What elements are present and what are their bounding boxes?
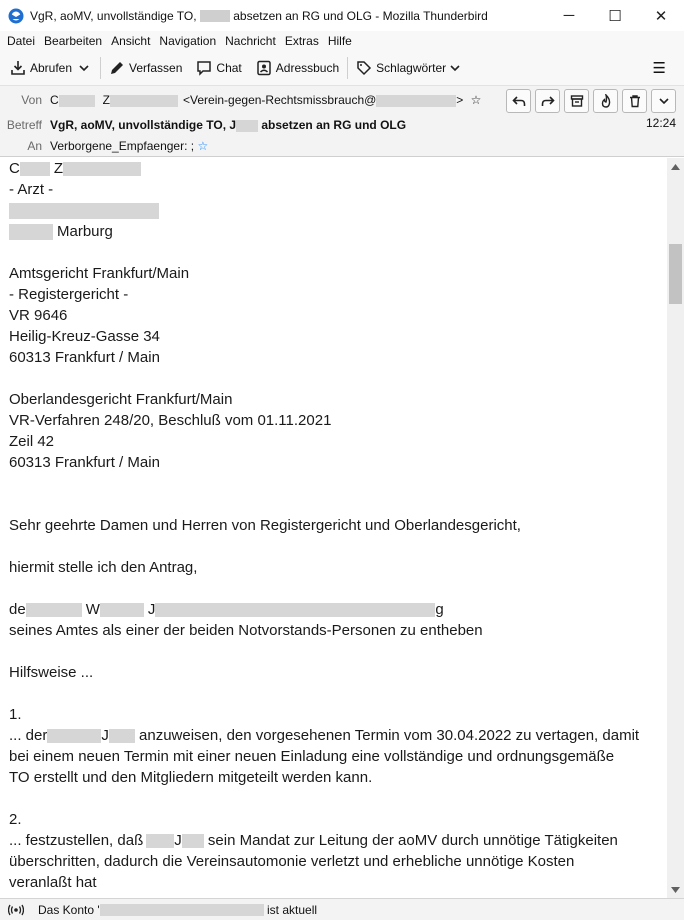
- body-text: J: [101, 727, 109, 744]
- status-text-part-2: ist aktuell: [263, 902, 318, 917]
- menu-nachricht[interactable]: Nachricht: [225, 34, 276, 48]
- redaction: [109, 729, 135, 743]
- from-value[interactable]: [50, 93, 481, 107]
- message-time: 12:24: [645, 116, 676, 130]
- hamburger-icon: ☰: [652, 60, 666, 77]
- to-label: An: [27, 139, 42, 153]
- redaction: [155, 603, 435, 617]
- get-mail-dropdown[interactable]: [76, 55, 96, 81]
- chat-button[interactable]: [192, 55, 245, 81]
- triangle-up-icon: [671, 164, 680, 170]
- archive-icon: [570, 94, 584, 108]
- pencil-icon: [109, 60, 125, 76]
- status-text-part-1: Das Konto ': [38, 902, 100, 917]
- redaction: [100, 603, 144, 617]
- redaction: [236, 120, 258, 132]
- delete-button[interactable]: [622, 89, 647, 113]
- body-text: J: [147, 601, 156, 618]
- body-line: [9, 158, 141, 179]
- write-label: Verfassen: [129, 61, 183, 75]
- body-line: 2.: [9, 811, 22, 828]
- body-line: [9, 221, 113, 242]
- redaction: [376, 95, 456, 107]
- tags-button[interactable]: [352, 55, 469, 81]
- body-text: Marburg: [57, 223, 113, 240]
- from-label: Von: [21, 93, 42, 107]
- write-button[interactable]: [105, 55, 186, 81]
- subject-label: Betreff: [6, 118, 42, 132]
- minimize-icon: ─: [563, 7, 575, 24]
- forward-icon: [541, 94, 555, 108]
- toolbar-separator: [100, 57, 101, 79]
- body-line: Oberlandesgericht Frankfurt/Main: [9, 391, 233, 408]
- subject-value: [50, 118, 406, 132]
- redaction: [100, 904, 264, 916]
- close-window-button[interactable]: [638, 0, 684, 31]
- chevron-down-icon: [449, 62, 461, 74]
- chat-bubble-icon: [196, 60, 212, 76]
- from-row: [0, 89, 481, 111]
- maximize-icon: ☐: [608, 7, 622, 25]
- address-book-icon: [256, 60, 272, 76]
- tag-icon: [356, 60, 372, 76]
- address-book-label: Adressbuch: [275, 61, 340, 75]
- body-line: Hilfsweise ...: [9, 664, 94, 681]
- body-text: J: [174, 832, 182, 849]
- status-text: [38, 903, 317, 917]
- scroll-thumb[interactable]: [669, 244, 682, 304]
- redaction: [9, 224, 53, 240]
- to-recipients: Verborgene_Empfaenger: ;: [50, 139, 195, 153]
- body-line: 60313 Frankfurt / Main: [9, 454, 160, 471]
- body-line: bei einem neuen Termin mit einer neuen Einladung eine vollständige und ordnungsgemäße: [9, 748, 615, 765]
- get-mail-button[interactable]: [6, 55, 76, 81]
- subject-part-2: absetzen an RG und OLG: [258, 118, 407, 132]
- scroll-down-arrow[interactable]: [667, 881, 684, 898]
- menu-hilfe[interactable]: Hilfe: [327, 34, 352, 48]
- body-text: ... der: [9, 727, 48, 744]
- redaction: [26, 603, 82, 617]
- body-text: Z: [53, 160, 64, 177]
- from-surname-initial: Z: [102, 93, 111, 107]
- chevron-down-icon: [658, 95, 670, 107]
- menu-bar: [0, 31, 684, 51]
- body-text: g: [435, 601, 444, 618]
- to-row: [0, 135, 208, 157]
- to-value[interactable]: [50, 139, 208, 153]
- body-line: Heilig-Kreuz-Gasse 34: [9, 328, 160, 345]
- body-line: - Arzt -: [9, 181, 54, 198]
- subject-row: [0, 114, 406, 136]
- window-title-part-1: VgR, aoMV, unvollständige TO,: [30, 8, 200, 23]
- body-line: TO erstellt und den Mitgliedern mitgeteilt werden kann.: [9, 769, 373, 786]
- redaction: [182, 834, 204, 848]
- body-line: Zeil 42: [9, 433, 55, 450]
- more-actions-button[interactable]: [651, 89, 676, 113]
- message-scrollbar[interactable]: [667, 158, 684, 898]
- menu-datei[interactable]: Datei: [7, 34, 36, 48]
- body-line: VR 9646: [9, 307, 68, 324]
- thunderbird-app-icon: [8, 8, 24, 24]
- scroll-up-arrow[interactable]: [667, 158, 684, 175]
- body-line: [9, 830, 618, 851]
- body-text: W: [85, 601, 100, 618]
- reply-button[interactable]: [506, 89, 531, 113]
- maximize-button[interactable]: [592, 0, 638, 31]
- body-text: C: [9, 160, 20, 177]
- redaction: [20, 162, 50, 176]
- redaction: [146, 834, 174, 848]
- message-actions: [502, 89, 676, 113]
- body-text: anzuweisen, den vorgesehenen Termin vom 30.04.2022 zu vertagen, damit: [134, 727, 640, 744]
- body-text: ... festzustellen, daß: [9, 832, 144, 849]
- body-line: 60313 Frankfurt / Main: [9, 349, 160, 366]
- window-title-part-2: absetzen an RG und OLG - Mozilla Thunderbird: [229, 8, 488, 23]
- chevron-down-icon: [78, 62, 90, 74]
- app-menu-button[interactable]: [649, 55, 670, 81]
- message-header: [0, 86, 684, 157]
- broadcast-icon: [8, 904, 24, 916]
- window-title: [30, 9, 488, 23]
- from-name-initial: C: [50, 93, 59, 107]
- body-line: - Registergericht -: [9, 286, 129, 303]
- menu-extras[interactable]: Extras: [284, 34, 319, 48]
- junk-button[interactable]: [593, 89, 618, 113]
- body-line: hiermit stelle ich den Antrag,: [9, 559, 198, 576]
- redaction: [110, 95, 178, 107]
- toolbar-separator: [347, 57, 348, 79]
- minimize-button[interactable]: [546, 0, 592, 31]
- body-line: [9, 200, 159, 221]
- body-line: Amtsgericht Frankfurt/Main: [9, 265, 190, 282]
- reply-icon: [512, 94, 526, 108]
- trash-icon: [628, 94, 642, 108]
- forward-button[interactable]: [535, 89, 560, 113]
- subject-part-1: VgR, aoMV, unvollständige TO, J: [50, 118, 237, 132]
- online-status-icon[interactable]: [8, 904, 24, 916]
- body-line: überschritten, dadurch die Vereinsautomonie verletzt und erhebliche unnötige Kosten: [9, 853, 575, 870]
- body-line: seines Amtes als einer der beiden Notvorstands-Personen zu entheben: [9, 622, 483, 639]
- status-bar: [0, 898, 684, 920]
- triangle-down-icon: [671, 887, 680, 893]
- tags-label: Schlagwörter: [376, 61, 447, 75]
- body-line: [9, 725, 639, 746]
- redaction: [9, 203, 159, 219]
- redaction: [200, 10, 230, 22]
- menu-bearbeiten[interactable]: Bearbeiten: [44, 34, 103, 48]
- address-book-button[interactable]: [252, 55, 343, 81]
- main-toolbar: [0, 51, 684, 86]
- flame-icon: [599, 94, 613, 108]
- redaction: [47, 729, 101, 743]
- body-text: sein Mandat zur Leitung der aoMV durch unnötige Tätigkeiten: [203, 832, 618, 849]
- body-line: VR-Verfahren 248/20, Beschluß vom 01.11.2021: [9, 412, 332, 429]
- from-address-part-1: <Verein-gegen-Rechtsmissbrauch@: [183, 93, 377, 107]
- body-line: 1.: [9, 706, 22, 723]
- message-body: [0, 158, 667, 898]
- menu-navigation[interactable]: Navigation: [159, 34, 217, 48]
- redaction: [63, 162, 141, 176]
- redaction: [59, 95, 95, 107]
- menu-ansicht[interactable]: Ansicht: [111, 34, 151, 48]
- get-mail-label: Abrufen: [30, 61, 73, 75]
- download-icon: [10, 60, 26, 76]
- chat-label: Chat: [216, 61, 242, 75]
- star-icon[interactable]: ☆: [197, 139, 209, 153]
- body-line: [9, 599, 444, 620]
- title-bar: [0, 0, 684, 31]
- archive-button[interactable]: [564, 89, 589, 113]
- body-line: Sehr geehrte Damen und Herren von Registergericht und Oberlandesgericht,: [9, 517, 521, 534]
- close-icon: ✕: [654, 7, 668, 25]
- body-text: de: [9, 601, 26, 618]
- from-address-part-2: >: [456, 93, 464, 107]
- body-line: veranlaßt hat: [9, 874, 97, 891]
- star-icon[interactable]: ☆: [470, 93, 482, 107]
